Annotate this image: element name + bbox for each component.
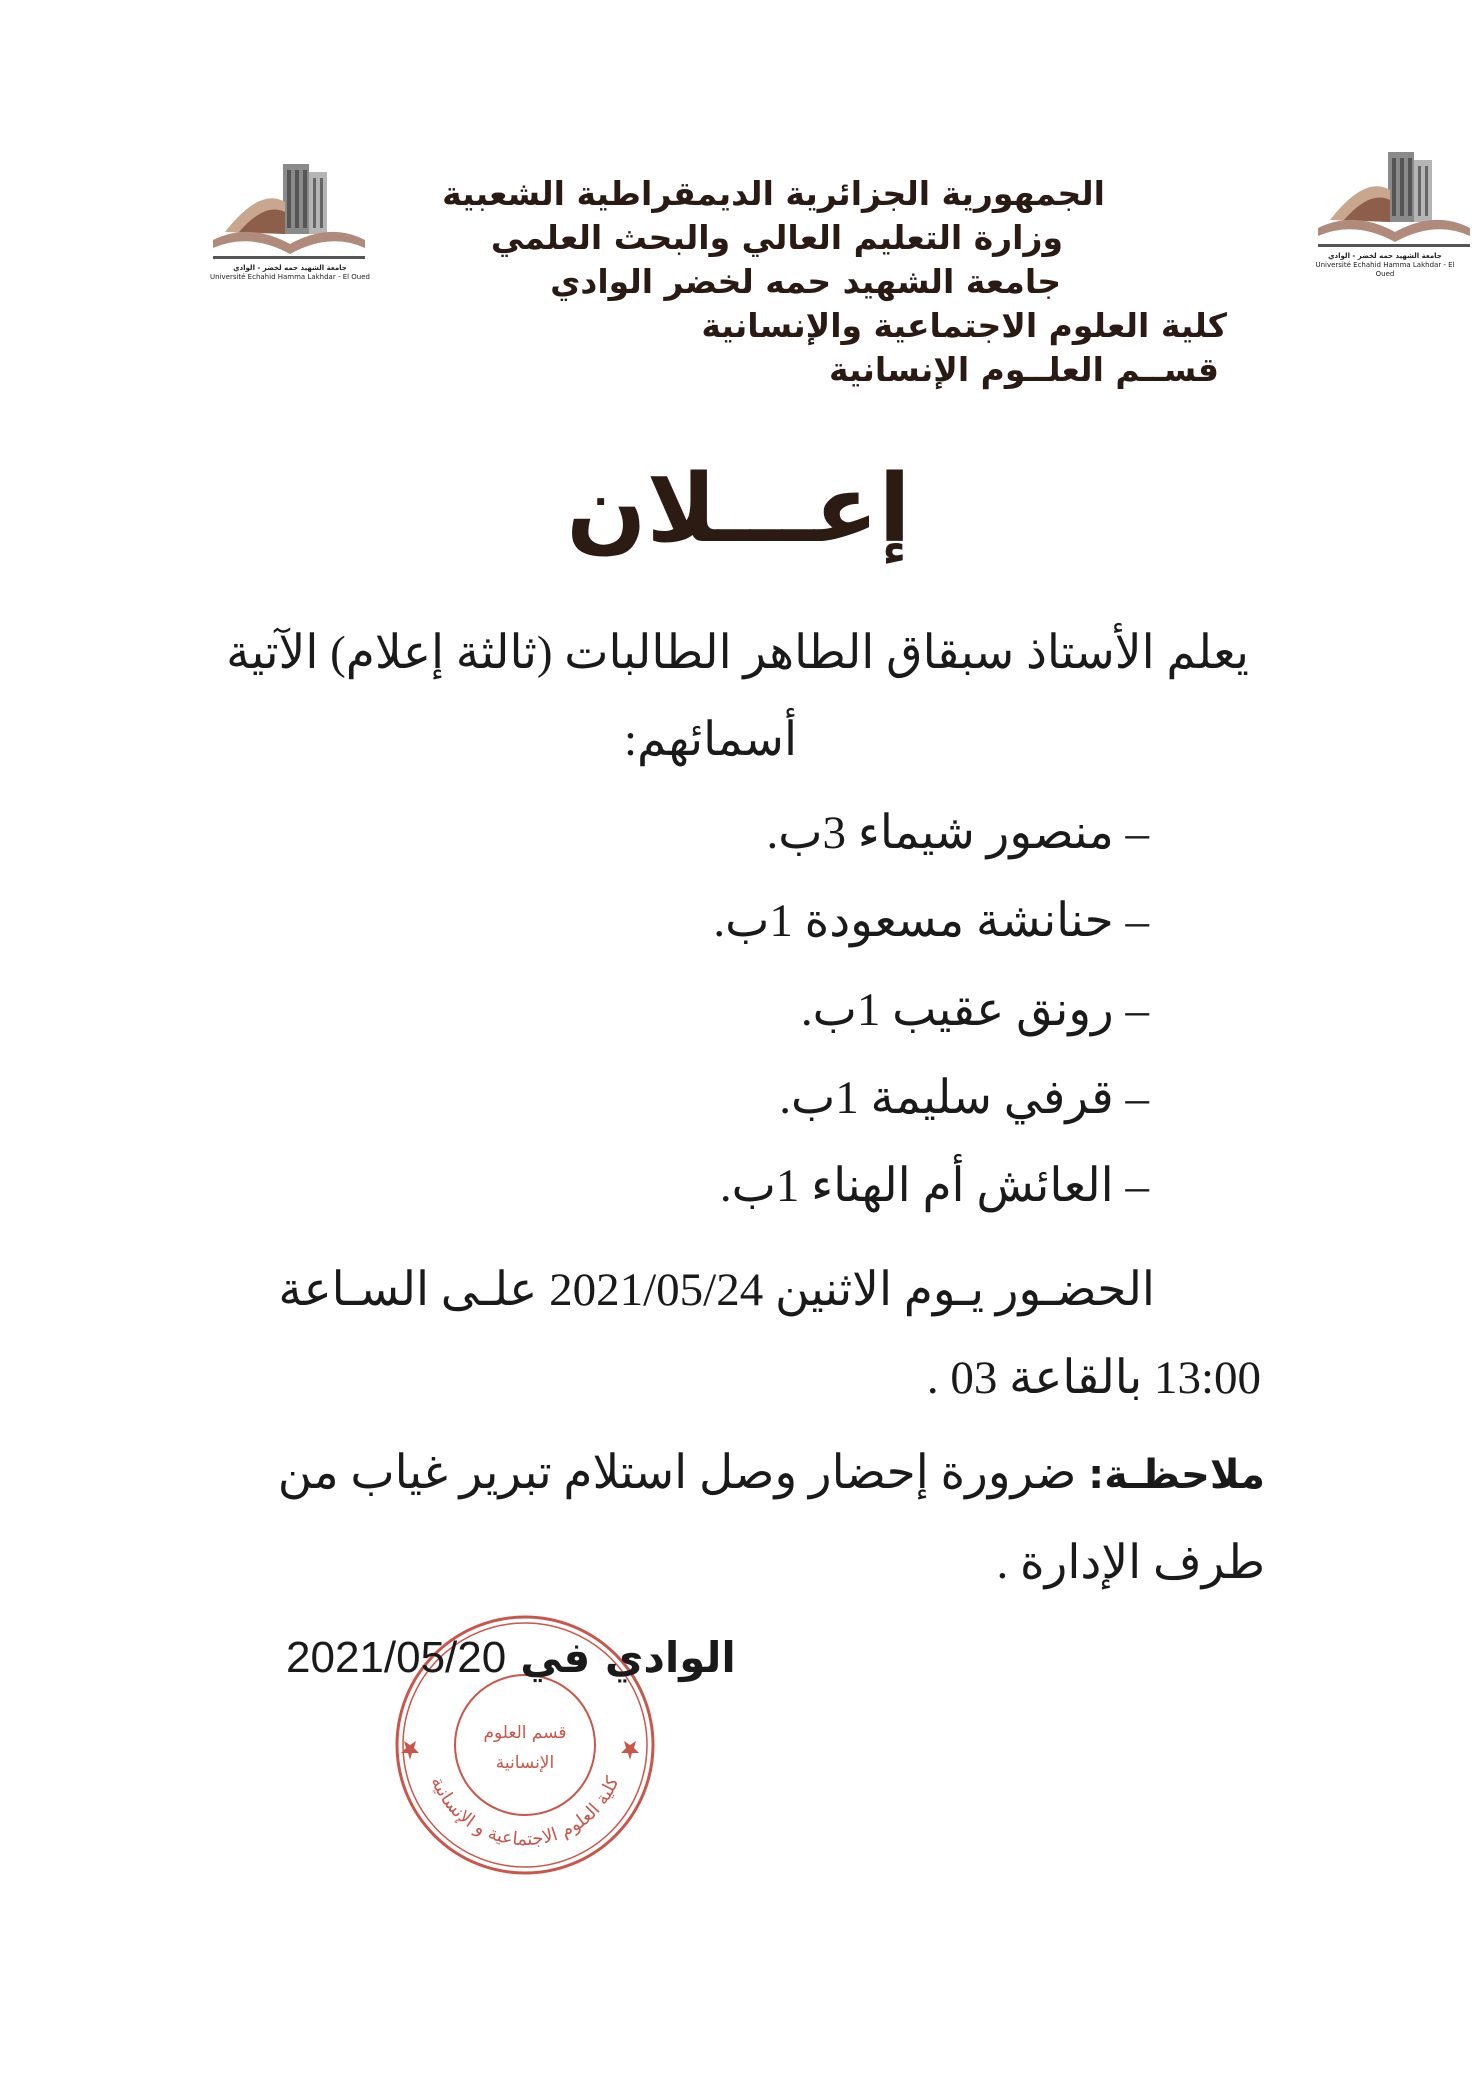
header-republic: الجمهورية الجزائرية الديمقراطية الشعبية [442, 174, 1105, 213]
signature-place: الوادي في [520, 1633, 736, 1682]
header-ministry: وزارة التعليم العالي والبحث العلمي [490, 218, 1063, 257]
intro-line-1: يعلم الأستاذ سبقاق الطاهر الطالبات (ثالثة إعلام) الآتية [226, 627, 1249, 679]
list-item: – رونق عقيب 1ب. [800, 984, 1149, 1036]
note-text-1: ضرورة إحضار وصل استلام تبرير غياب من [277, 1447, 1077, 1499]
list-item: – قرفي سليمة 1ب. [779, 1072, 1149, 1124]
attendance-line-2: 13:00 بالقاعة 03 . [926, 1352, 1261, 1404]
university-logo-left [205, 152, 375, 292]
header-university: جامعة الشهيد حمه لخضر الوادي [550, 262, 1061, 301]
note-line-1 [278, 1445, 1265, 1500]
list-item: – حنانشة مسعودة 1ب. [713, 895, 1149, 947]
logo-caption-ar: جامعة الشهيد حمه لخضر - الوادي [233, 264, 347, 272]
header-department: قســم العلــوم الإنسانية [829, 350, 1219, 389]
stamp-inner-text-2: الإنسانية [495, 1753, 555, 1773]
note-label: ملاحظـة: [1088, 1452, 1265, 1498]
logo-caption-fr: Université Echahid Hamma Lakhdar - El Oued [209, 273, 370, 281]
signature-line [286, 1632, 736, 1683]
list-item: – العائش أم الهناء 1ب. [719, 1160, 1149, 1212]
university-logo-right [1310, 140, 1477, 280]
intro-line-2: أسمائهم: [623, 714, 797, 766]
svg-text:كلية العلوم الاجتماعية و الإنس [427, 1773, 624, 1850]
page-title: إعـــلان [566, 455, 911, 564]
note-line-2: طرف الإدارة . [996, 1537, 1265, 1589]
institution-header [442, 172, 1227, 392]
attendance-line-1: الحضـور يـوم الاثنين 2021/05/24 علـى السـاعة [278, 1264, 1155, 1316]
logo-caption-fr: Université Echahid Hamma Lakhdar - El Oued [1315, 261, 1455, 278]
list-item: – منصور شيماء 3ب. [766, 807, 1149, 859]
stamp-inner-text-1: قسم العلوم [483, 1723, 567, 1743]
signature-date: 2021/05/20 [286, 1633, 507, 1682]
logo-caption-ar: جامعة الشهيد حمه لخضر - الوادي [1328, 252, 1442, 260]
header-faculty: كلية العلوم الاجتماعية والإنسانية [701, 306, 1227, 345]
stamp-outer-text: كلية العلوم الاجتماعية و الإنسانية [426, 1773, 624, 1851]
